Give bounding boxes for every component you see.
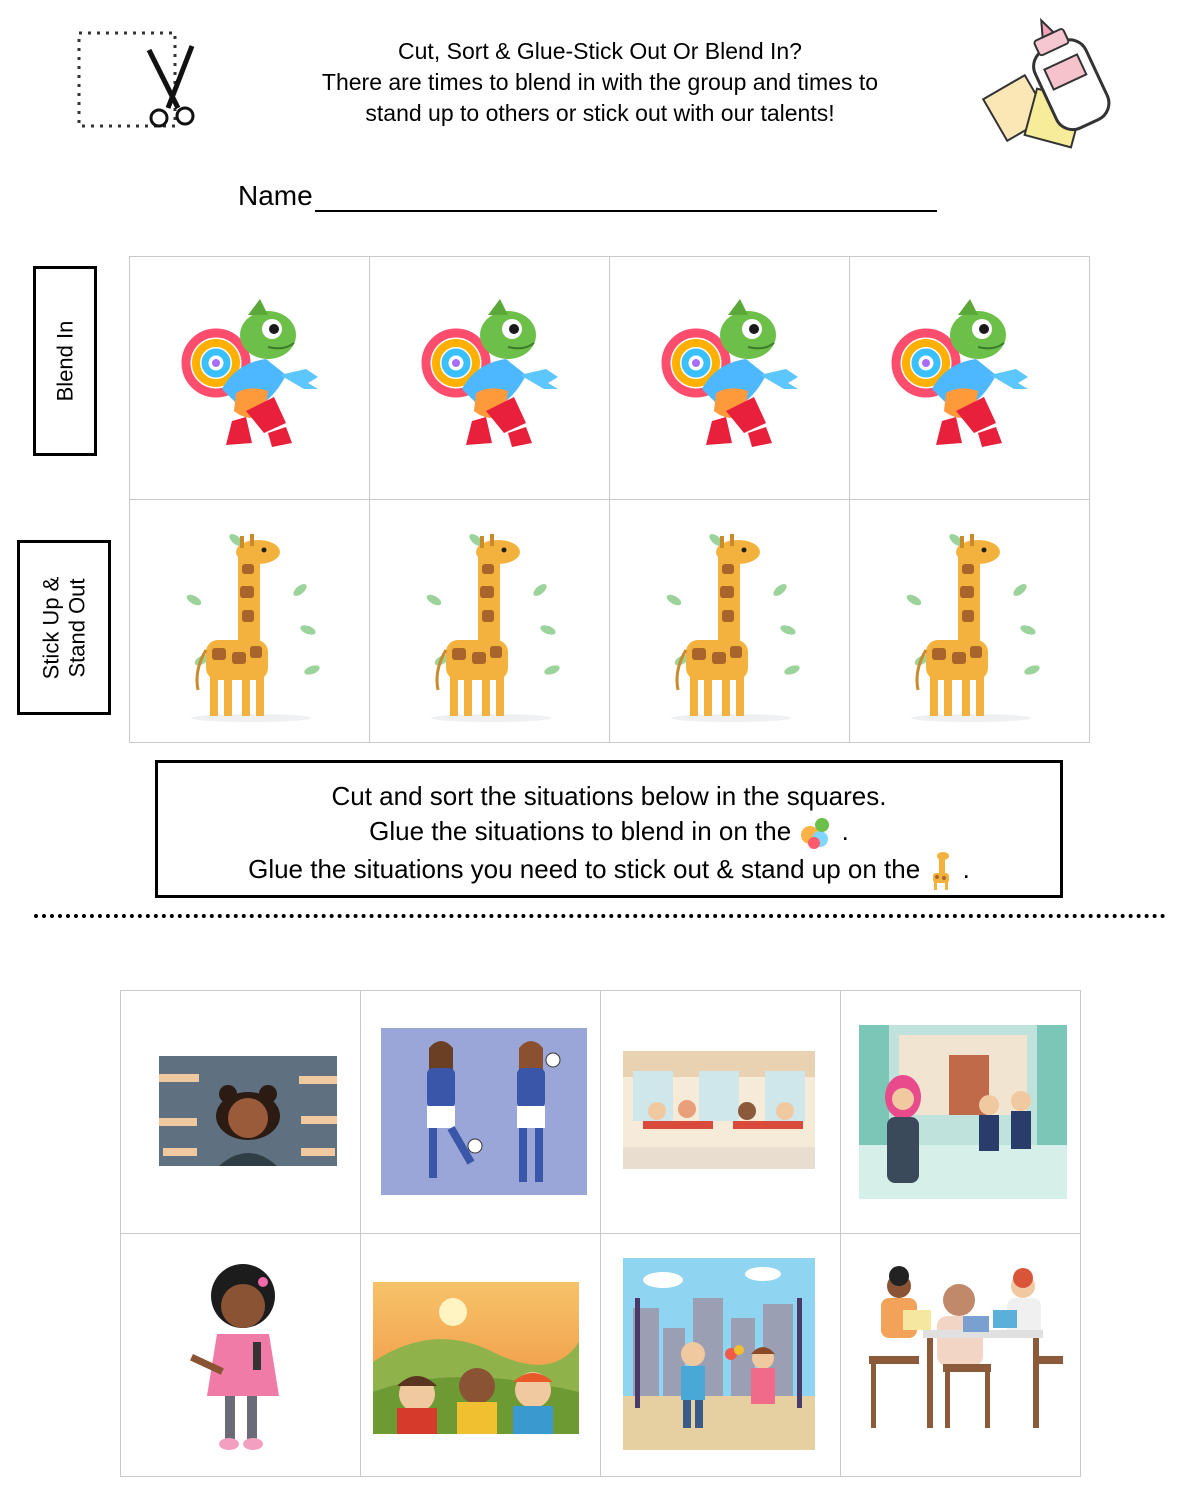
stand-out-cell[interactable] — [610, 500, 850, 743]
situation-cell[interactable] — [841, 1234, 1081, 1477]
chameleon-image — [176, 293, 326, 453]
kids-giving-flowers-city-image — [623, 1258, 815, 1450]
stand-out-row — [130, 500, 1090, 743]
kids-reading-table-image — [863, 1266, 1063, 1434]
situation-cell[interactable] — [361, 991, 601, 1234]
kids-sunset-hills-image — [373, 1282, 579, 1434]
situation-cell[interactable] — [841, 991, 1081, 1234]
situation-cell[interactable] — [361, 1234, 601, 1477]
girl-singing-microphone-image — [183, 1262, 301, 1454]
name-line[interactable] — [315, 184, 937, 212]
blend-in-cell[interactable] — [130, 257, 370, 500]
stand-out-cell[interactable] — [130, 500, 370, 743]
soccer-girls-image — [381, 1028, 587, 1195]
worksheet-header — [250, 36, 950, 129]
chameleon-image — [656, 293, 806, 453]
situation-cell[interactable] — [601, 991, 841, 1234]
blend-in-cell[interactable] — [850, 257, 1090, 500]
situations-row-2 — [121, 1234, 1081, 1477]
header-line-2: There are times to blend in with the group and times to — [321, 69, 879, 95]
cafeteria-kids-image — [623, 1051, 815, 1169]
situation-cell[interactable] — [121, 991, 361, 1234]
girl-pointed-at-image — [159, 1056, 337, 1166]
chameleon-small-icon — [798, 815, 834, 851]
blend-in-row — [130, 257, 1090, 500]
name-field[interactable] — [238, 180, 937, 212]
scissors-icon — [74, 28, 204, 132]
instructions-line-1: Cut and sort the situations below in the squares. — [331, 781, 887, 811]
giraffe-image — [176, 530, 326, 725]
name-label: Name — [238, 180, 313, 211]
stand-out-cell[interactable] — [850, 500, 1090, 743]
situations-row-1 — [121, 991, 1081, 1234]
instructions-line-2: Glue the situations to blend in on the . — [158, 814, 1060, 851]
instructions-line-3: Glue the situations you need to stick out & stand up on the . — [158, 851, 1060, 891]
giraffe-small-icon — [927, 851, 955, 891]
cut-line-divider — [34, 914, 1166, 918]
blend-in-label-box — [33, 266, 97, 456]
blend-in-label: Blend In — [52, 320, 78, 402]
glue-bottle-icon — [980, 12, 1130, 152]
situation-cell[interactable] — [121, 1234, 361, 1477]
blend-in-cell[interactable] — [370, 257, 610, 500]
giraffe-image — [416, 530, 566, 725]
giraffe-image — [656, 530, 806, 725]
header-title: Cut, Sort & Glue-Stick Out Or Blend In? — [398, 38, 802, 64]
hijab-girl-hallway-image — [859, 1025, 1067, 1199]
blend-in-cell[interactable] — [610, 257, 850, 500]
giraffe-image — [896, 530, 1046, 725]
situations-grid — [120, 990, 1081, 1477]
chameleon-image — [886, 293, 1036, 453]
situation-cell[interactable] — [601, 1234, 841, 1477]
stand-out-label-box — [17, 540, 111, 715]
sort-grid — [129, 256, 1090, 743]
header-line-3: stand up to others or stick out with our talents! — [365, 100, 835, 126]
stand-out-label: Stick Up & Stand Out — [38, 576, 90, 679]
instructions-box — [155, 760, 1063, 898]
chameleon-image — [416, 293, 566, 453]
stand-out-cell[interactable] — [370, 500, 610, 743]
